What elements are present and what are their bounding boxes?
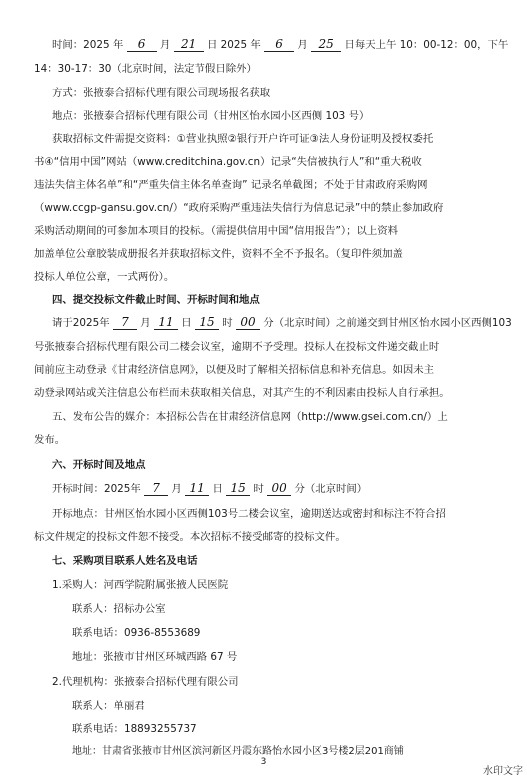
doc-line-22: 标文件规定的投标文件恕不接受。本次招标不接受邮寄的投标文件。	[34, 531, 346, 543]
doc-line-20: 开标时间：2025年 7 月 11 日 15 时 00 分（北京时间）	[52, 481, 368, 495]
handwritten-month: 7	[144, 482, 168, 496]
doc-line-1: 时间：2025 年 6 月 21 日 2025 年 6 月 25 日每天上午 10：00-12：00，下午	[52, 37, 509, 51]
doc-line-15: 间前应主动登录《甘肃经济信息网》，以便及时了解相关招标信息和补充信息。如因未主	[34, 364, 435, 376]
doc-line-6: 书④“信用中国”网站（www.creditchina.gov.cn）记录“失信被执行人”和“重大税收	[34, 156, 422, 168]
doc-line-8: （www.ccgp-gansu.gov.cn/）“政府采购严重违法失信行为信息记录”中的禁止参加政府	[34, 202, 444, 214]
watermark: 水印文字	[483, 766, 523, 777]
handwritten-hour: 15	[226, 482, 250, 496]
handwritten-minute: 00	[267, 482, 291, 496]
doc-line-30: 联系电话：18893255737	[72, 723, 197, 735]
doc-line-25: 联系人：招标办公室	[72, 603, 166, 615]
doc-line-7: 违法失信主体名单”和“严重失信主体名单查询” 记录名单截图；不处于甘肃政府采购网	[34, 179, 428, 191]
doc-line-18: 发布。	[34, 434, 66, 446]
doc-line-13: 请于2025年 7 月 11 日 15 时 00 分（北京时间）之前递交到甘州区怡水园小区西侧103	[52, 315, 512, 329]
handwritten-day: 25	[311, 38, 341, 52]
handwritten-day: 11	[185, 482, 209, 496]
doc-line-27: 地址：张掖市甘州区环城西路 67 号	[72, 651, 238, 663]
handwritten-month: 6	[264, 38, 294, 52]
doc-line-21: 开标地点：甘州区怡水园小区西侧103号二楼会议室，逾期送达或密封和标注不符合招	[52, 508, 446, 520]
handwritten-day: 11	[154, 316, 178, 330]
doc-line-4: 地点：张掖泰合招标代理有限公司（甘州区怡水园小区西侧 103 号）	[52, 110, 370, 122]
doc-line-9: 采购活动期间的可参加本项目的投标。（需提供信用中国“信用报告”）；以上资料	[34, 225, 399, 237]
handwritten-month: 6	[127, 38, 157, 52]
doc-line-14: 号张掖泰合招标代理有限公司二楼会议室，逾期不予受理。投标人在投标文件递交截止时	[34, 341, 440, 353]
handwritten-day: 21	[174, 38, 204, 52]
doc-line-31: 地址：甘肃省张掖市甘州区滨河新区丹霞东路怡水园小区3号楼2层201商铺	[72, 746, 404, 757]
doc-line-5: 获取招标文件需提交资料：①营业执照②银行开户许可证③法人身份证明及授权委托	[52, 133, 434, 145]
doc-line-11: 投标人单位公章，一式两份）。	[34, 271, 175, 283]
section-heading-7: 七、采购项目联系人姓名及电话	[52, 555, 198, 567]
page-number: 3	[260, 757, 267, 767]
doc-line-17: 五、发布公告的媒介：本招标公告在甘肃经济信息网（http://www.gsei.com.cn/）上	[52, 411, 448, 423]
doc-line-29: 联系人：单丽君	[72, 700, 145, 712]
doc-line-3: 方式：张掖泰合招标代理有限公司现场报名获取	[52, 87, 271, 99]
doc-line-16: 动登录网站或关注信息公布栏而未获取相关信息，对其产生的不利因素由投标人自行承担。	[34, 387, 450, 399]
doc-line-2: 14：30-17：30（北京时间，法定节假日除外）	[34, 63, 257, 75]
handwritten-hour: 15	[195, 316, 219, 330]
doc-line-24: 1.采购人：河西学院附属张掖人民医院	[52, 579, 229, 591]
handwritten-minute: 00	[236, 316, 260, 330]
section-heading-6: 六、开标时间及地点	[52, 459, 146, 471]
doc-line-10: 加盖单位公章胶装成册报名并获取招标文件，资料不全不予报名。（复印件须加盖	[34, 248, 403, 260]
section-heading-4: 四、提交投标文件截止时间、开标时间和地点	[52, 294, 260, 306]
handwritten-month: 7	[113, 316, 137, 330]
doc-line-28: 2.代理机构：张掖泰合招标代理有限公司	[52, 676, 239, 688]
doc-line-26: 联系电话：0936-8553689	[72, 627, 201, 639]
